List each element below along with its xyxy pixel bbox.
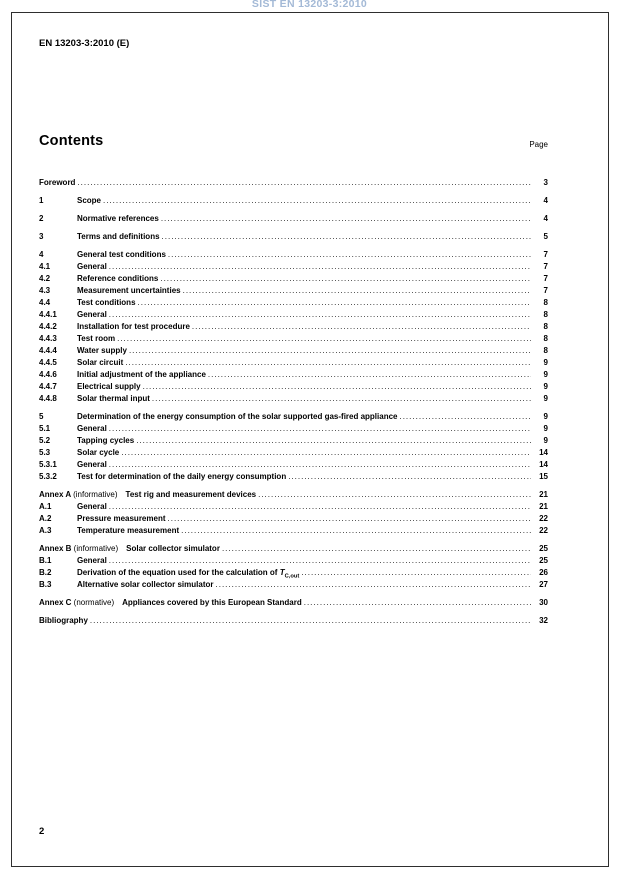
toc-entry-label: Determination of the energy consumption of the solar supported gas-fired appliance — [77, 412, 398, 421]
toc-entry — [39, 615, 548, 627]
toc-entry-page: 4 — [543, 196, 548, 205]
toc-entry-label: Test room — [77, 334, 116, 343]
toc-entry — [39, 513, 548, 525]
toc-entry-number: 4 — [39, 250, 44, 259]
toc-entry — [39, 471, 548, 483]
toc-entry-number: 4.4.4 — [39, 346, 57, 355]
toc-entry-label: Terms and definitions — [77, 232, 160, 241]
dot-leader — [109, 501, 531, 513]
toc-entry-label: General — [77, 460, 107, 469]
dot-leader — [109, 309, 531, 321]
toc-entry-page: 9 — [543, 436, 548, 445]
toc-entry-page: 7 — [543, 250, 548, 259]
toc-entry-label: Annex B (informative) Solar collector simulator — [39, 544, 220, 553]
toc-entry-page: 9 — [543, 370, 548, 379]
toc-entry-label: General — [77, 556, 107, 565]
toc-entry-label: Alternative solar collector simulator — [77, 580, 214, 589]
toc-entry-label: Normative references — [77, 214, 159, 223]
dot-leader — [168, 513, 532, 525]
toc-entry-number: 1 — [39, 196, 44, 205]
toc-entry-number: 5.3.1 — [39, 460, 57, 469]
table-of-contents — [39, 177, 548, 627]
page-border — [11, 12, 609, 867]
toc-entry-label: Pressure measurement — [77, 514, 166, 523]
toc-entry-page: 21 — [539, 502, 548, 511]
toc-entry — [39, 321, 548, 333]
dot-leader — [136, 435, 531, 447]
toc-entry — [39, 285, 548, 297]
toc-entry-page: 7 — [543, 274, 548, 283]
toc-entry-page: 8 — [543, 334, 548, 343]
dot-leader — [304, 597, 531, 609]
dot-leader — [161, 213, 531, 225]
toc-entry-label: General — [77, 424, 107, 433]
toc-entry-number: 5.2 — [39, 436, 51, 445]
toc-entry-page: 15 — [539, 472, 548, 481]
toc-entry — [39, 597, 548, 609]
toc-entry — [39, 195, 548, 207]
toc-entry-number: 5 — [39, 412, 44, 421]
page-number: 2 — [39, 826, 45, 837]
toc-entry-page: 8 — [543, 346, 548, 355]
toc-entry-page: 8 — [543, 310, 548, 319]
toc-entry-page: 21 — [539, 490, 548, 499]
toc-entry — [39, 309, 548, 321]
toc-entry — [39, 567, 548, 579]
toc-entry-label: General — [77, 502, 107, 511]
dot-leader — [181, 525, 531, 537]
toc-entry-number: 4.1 — [39, 262, 51, 271]
toc-entry-label: Test conditions — [77, 298, 136, 307]
contents-header — [39, 133, 548, 149]
toc-entry-page: 14 — [539, 460, 548, 469]
dot-leader — [222, 543, 531, 555]
toc-entry-number: 4.4.1 — [39, 310, 57, 319]
toc-entry-page: 22 — [539, 526, 548, 535]
dot-leader — [399, 411, 531, 423]
toc-entry-label: Annex A (informative) Test rig and measurement devices — [39, 490, 257, 499]
toc-entry — [39, 381, 548, 393]
toc-entry — [39, 459, 548, 471]
toc-entry — [39, 393, 548, 405]
toc-entry-number: B.2 — [39, 568, 52, 577]
dot-leader — [90, 615, 531, 627]
toc-entry-label: General test conditions — [77, 250, 166, 259]
toc-entry-label: Foreword — [39, 178, 76, 187]
toc-entry-number: 4.4.7 — [39, 382, 57, 391]
dot-leader — [129, 345, 531, 357]
toc-entry-label: Annex C (normative) Appliances covered by this European Standard — [39, 598, 302, 607]
dot-leader — [183, 285, 531, 297]
toc-entry-label: Solar circuit — [77, 358, 124, 367]
toc-entry-number: 4.4.3 — [39, 334, 57, 343]
toc-entry — [39, 423, 548, 435]
dot-leader — [77, 177, 531, 189]
dot-leader — [160, 273, 531, 285]
toc-entry-label: Solar cycle — [77, 448, 120, 457]
toc-entry-number: 4.4.5 — [39, 358, 57, 367]
dot-leader — [143, 381, 531, 393]
dot-leader — [103, 195, 531, 207]
toc-entry — [39, 261, 548, 273]
toc-entry — [39, 273, 548, 285]
toc-entry-page: 25 — [539, 556, 548, 565]
toc-entry-number: A.1 — [39, 502, 52, 511]
dot-leader — [301, 567, 531, 579]
toc-entry — [39, 501, 548, 513]
toc-entry-label: Scope — [77, 196, 102, 205]
toc-entry — [39, 231, 548, 243]
dot-leader — [125, 357, 531, 369]
toc-entry — [39, 525, 548, 537]
toc-entry — [39, 177, 548, 189]
toc-entry — [39, 297, 548, 309]
toc-entry-number: 2 — [39, 214, 44, 223]
toc-entry-label: Tapping cycles — [77, 436, 135, 445]
toc-entry-page: 30 — [539, 598, 548, 607]
toc-entry — [39, 411, 548, 423]
toc-entry-page: 8 — [543, 298, 548, 307]
toc-entry-label: Measurement uncertainties — [77, 286, 181, 295]
dot-leader — [208, 369, 531, 381]
toc-entry-label: Reference conditions — [77, 274, 159, 283]
page-column-label: Page — [529, 140, 548, 149]
toc-entry-page: 22 — [539, 514, 548, 523]
toc-entry — [39, 489, 548, 501]
toc-entry-label: Test for determination of the daily energy consumption — [77, 472, 287, 481]
dot-leader — [138, 297, 531, 309]
toc-entry-label: Derivation of the equation used for the calculation of $T_{C,out}$ — [77, 568, 300, 580]
toc-entry-page: 8 — [543, 322, 548, 331]
toc-entry-number: 4.3 — [39, 286, 51, 295]
toc-entry-number: 4.4.8 — [39, 394, 57, 403]
toc-entry-label: Initial adjustment of the appliance — [77, 370, 206, 379]
toc-entry-number: B.1 — [39, 556, 52, 565]
toc-entry-page: 14 — [539, 448, 548, 457]
dot-leader — [288, 471, 531, 483]
toc-entry — [39, 333, 548, 345]
toc-entry-number: A.3 — [39, 526, 52, 535]
toc-entry-label: Water supply — [77, 346, 127, 355]
contents-heading: Contents — [39, 133, 104, 149]
page-content — [12, 13, 608, 866]
dot-leader — [109, 423, 531, 435]
dot-leader — [168, 249, 531, 261]
toc-entry-number: 4.4.6 — [39, 370, 57, 379]
dot-leader — [121, 447, 531, 459]
toc-entry — [39, 435, 548, 447]
toc-entry — [39, 369, 548, 381]
dot-leader — [109, 261, 531, 273]
toc-entry-label: Bibliography — [39, 616, 88, 625]
toc-entry-page: 9 — [543, 424, 548, 433]
toc-entry-page: 9 — [543, 358, 548, 367]
toc-entry-label: Temperature measurement — [77, 526, 180, 535]
toc-entry-label: General — [77, 262, 107, 271]
dot-leader — [192, 321, 531, 333]
toc-entry-page: 7 — [543, 262, 548, 271]
document-number: EN 13203-3:2010 (E) — [39, 38, 130, 49]
toc-entry — [39, 579, 548, 591]
toc-entry — [39, 357, 548, 369]
toc-entry — [39, 213, 548, 225]
toc-entry-number: 4.4 — [39, 298, 51, 307]
toc-entry-page: 3 — [543, 178, 548, 187]
toc-entry-number: 5.3.2 — [39, 472, 57, 481]
dot-leader — [162, 231, 531, 243]
toc-entry-page: 9 — [543, 412, 548, 421]
toc-entry-page: 9 — [543, 394, 548, 403]
toc-entry-page: 27 — [539, 580, 548, 589]
toc-entry-number: 4.2 — [39, 274, 51, 283]
dot-leader — [258, 489, 531, 501]
toc-entry — [39, 543, 548, 555]
toc-entry-number: 3 — [39, 232, 44, 241]
dot-leader — [117, 333, 531, 345]
toc-entry-page: 26 — [539, 568, 548, 577]
toc-entry-label: Installation for test procedure — [77, 322, 190, 331]
toc-entry-number: B.3 — [39, 580, 52, 589]
toc-entry-page: 25 — [539, 544, 548, 553]
toc-entry-label: General — [77, 310, 107, 319]
dot-leader — [216, 579, 532, 591]
toc-entry-number: 4.4.2 — [39, 322, 57, 331]
toc-entry — [39, 447, 548, 459]
toc-entry — [39, 555, 548, 567]
toc-entry-page: 9 — [543, 382, 548, 391]
toc-entry — [39, 345, 548, 357]
toc-entry-label: Electrical supply — [77, 382, 141, 391]
dot-leader — [109, 555, 531, 567]
toc-entry-number: 5.1 — [39, 424, 51, 433]
toc-entry-page: 32 — [539, 616, 548, 625]
toc-entry-number: 5.3 — [39, 448, 51, 457]
toc-entry-number: A.2 — [39, 514, 52, 523]
toc-entry-page: 4 — [543, 214, 548, 223]
toc-entry-page: 7 — [543, 286, 548, 295]
toc-entry-label: Solar thermal input — [77, 394, 150, 403]
dot-leader — [109, 459, 531, 471]
toc-entry-page: 5 — [543, 232, 548, 241]
watermark: SIST EN 13203-3:2010 — [251, 0, 368, 10]
dot-leader — [152, 393, 531, 405]
toc-entry — [39, 249, 548, 261]
